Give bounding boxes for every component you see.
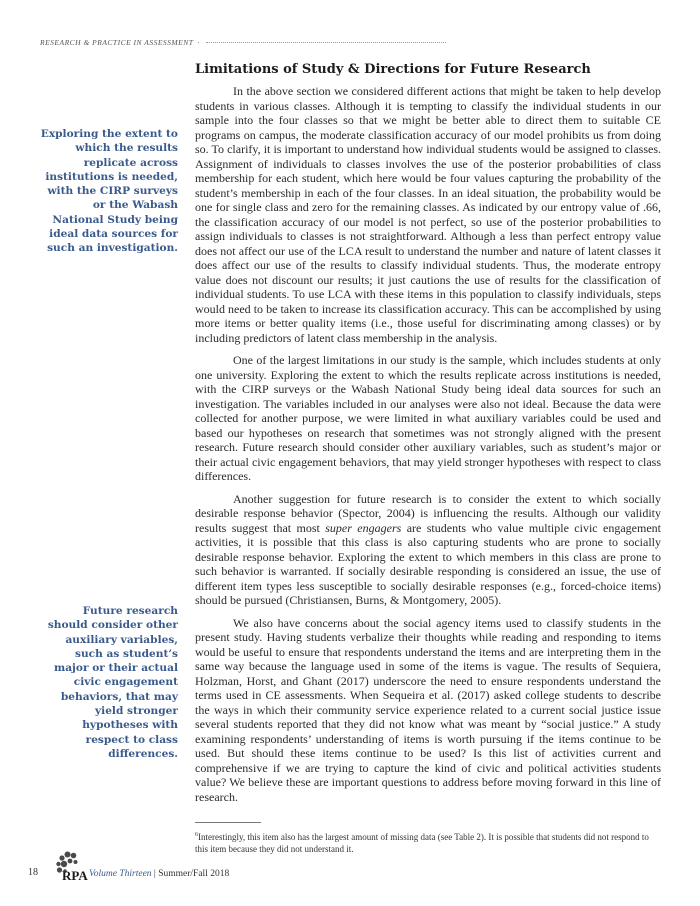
footnote-rule (195, 822, 261, 823)
paragraph-2: One of the largest limitations in our study is the sample, which includes students at only one university. Exploring the extent to which the results replicate across institutions is needed, with the CIRP surveys or the Wabash National Study being ideal data sources for such an investigation. The variables included in our analyses were also not ideal. Because the data were collected for another purpose, we were limited in what auxiliary variables could be used and based our hypotheses on research that sometimes was not strongly aligned with the present research. Future research should consider other auxiliary variables, such as student’s major or their actual civic engagement behaviors, that may yield stronger hypotheses with respect to class differences. (195, 353, 661, 483)
logo-text: RPA (62, 868, 88, 883)
page-number: 18 (28, 867, 38, 878)
running-header-title: RESEARCH & PRACTICE IN ASSESSMENT (40, 37, 194, 47)
journal-volume: Volume Thirteen (89, 869, 152, 879)
paragraph-3 (195, 492, 661, 608)
running-header-separator: · (197, 37, 200, 47)
paragraph-3-start: Another suggestion for future research is to consider the extent to which socially desirable response behavior (Spector, 2004) is influencing the results. Although our validity results suggest that most (195, 491, 661, 535)
journal-info (89, 869, 229, 879)
pull-quote-1: Exploring the extent to which the results replicate across institutions is needed, with the CIRP surveys or the Wabash National Study being ideal data sources for such an investigation. (40, 128, 178, 255)
footnote-text: Interestingly, this item also has the largest amount of missing data (see Table 2). It is possible that students did not respond to this item because they did not understand it. (195, 832, 649, 854)
journal-divider: | (151, 869, 159, 879)
section-title: Limitations of Study & Directions for Future Research (195, 62, 591, 77)
paragraph-4: We also have concerns about the social agency items used to classify students in the present study. Having students verbalize their thoughts while reading and responding to items would be useful to ensure that respondents understand the items and are interpreting them in the same way because the language used in some of the items is vague. The results of Sequiera, Holzman, Horst, and Ghant (2017) underscore the need to ensure respondents understand the terms used in CE assessments. When Sequeira et al. (2017) asked college students to describe the ways in which their community service experience related to a current social justice issue several students reported that they did not know what was meant by “social justice.” A study examining respondents’ understanding of items is worth pursuing if the items continue to be used. But should these items continue to be used? Is this list of activities current and comprehensive if we are trying to capture the kind of civic and political activities students value? We believe these are important questions to address before moving forward in this line of research. (195, 615, 661, 804)
running-header-dotted-rule (206, 42, 446, 43)
paragraph-1: In the above section we considered different actions that might be taken to help develop students in various classes. Although it is tempting to classify the individual students in our sample into the four classes so that we might be better able to direct them to suitable CE programs on campus, the moderate classification accuracy of our model prohibits us from doing so. To clarify, it is important to understand how individual students would be assigned to classes. Assignment of individuals to classes involves the use of the posterior probabilities of class membership for each student, which here would be four values capturing the probability of the student’s membership in each of the four classes. In an ideal situation, the probability would be one for single class and zero for the remaining classes. As indicated by our entropy value of .66, the classification accuracy of our model is not perfect, so use of the posterior probabilities to assign individuals to classes is not straightforward. Although a less than perfect entropy value does not affect our use of the LCA result to understand the number and nature of latent classes it does affect our use of the results to classify individual students. Thus, the moderate entropy value does not discount our results; it just cautions the use of results for the classification of individual students. To use LCA with these items in this population to classify individuals, steps would need to be taken to increase its classification accuracy. This can be accomplished by using more items or better quality items (i.e., those useful for discriminating among classes) or by including predictors of latent class membership in the analysis. (195, 84, 661, 345)
page-footer (28, 850, 328, 886)
running-header (40, 36, 660, 48)
paragraph-3-end: are students who value multiple civic engagement activities, it is possible that this class is also capturing students who are prone to socially desirable response behavior. Exploring the extent to which members in this class are prone to such behavior is warranted. If socially desirable responding is considered an issue, the use of different item types less susceptible to socially desirable responses (e.g., forced-choice items) should be pursued (Christiansen, Burns, & Montgomery, 2005). (195, 520, 661, 607)
body-text (195, 84, 661, 812)
paragraph-3-emphasis: super engagers (325, 520, 402, 535)
pull-quote-2: Future research should consider other auxiliary variables, such as student’s major or their actual civic engagement behaviors, that may yield stronger hypotheses with respect to class differences. (47, 605, 178, 760)
journal-issue: Summer/Fall 2018 (158, 869, 230, 879)
footnote-marker: 6 (195, 832, 198, 838)
